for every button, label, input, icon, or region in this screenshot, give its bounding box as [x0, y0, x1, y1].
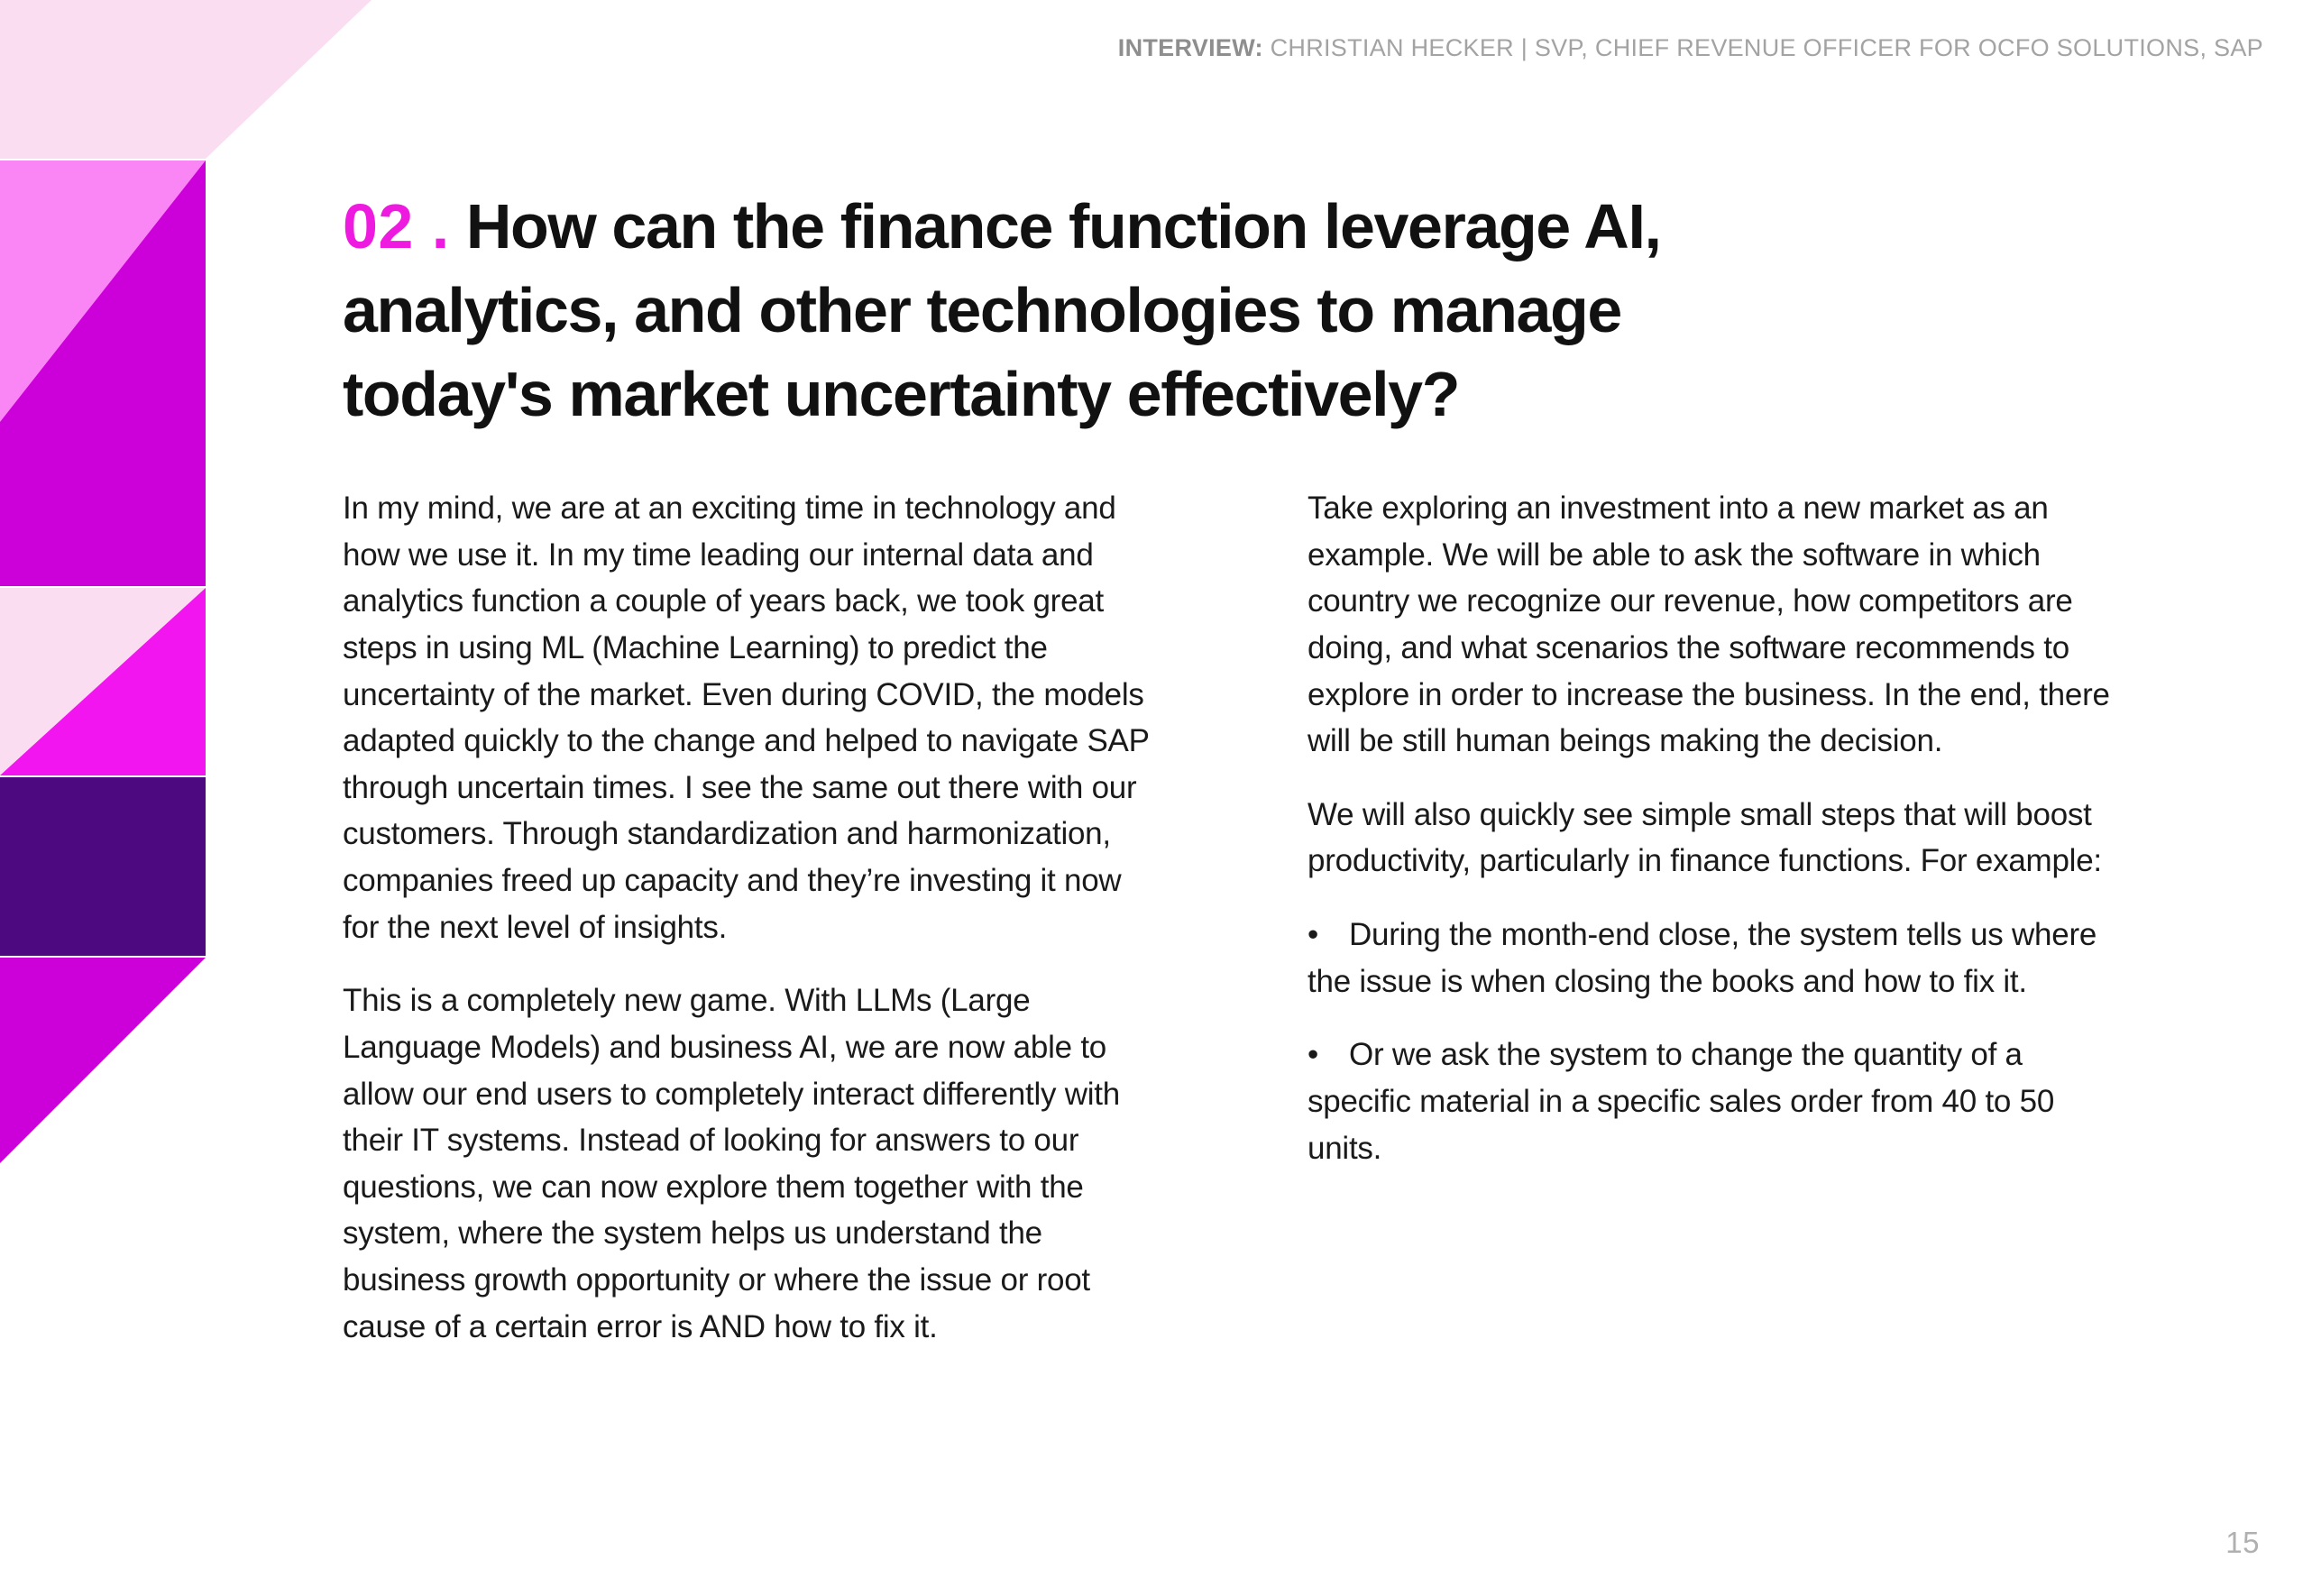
left-column — [343, 485, 1163, 1350]
deco-shape-pale-pink-rect — [0, 588, 206, 775]
left-paragraph-1: In my mind, we are at an exciting time in technology and how we use it. In my time leading our internal data and analytics function a couple of years back, we took great steps in using ML (Machine Learning) to predict the uncertainty of the market. Even during COVID, the models adapted quickly to the change and helped to navigate SAP through uncertain times. I see the same out there with our customers. Through standardization and harmonization, companies freed up capacity and they’re investing it now for the next level of insights. — [343, 491, 1150, 945]
header-label: INTERVIEW: — [1117, 34, 1263, 61]
page-title — [343, 185, 1840, 436]
left-paragraph-2: This is a completely new game. With LLMs (Large Language Models) and business AI, we are now able to allow our end users to completely interact differently with their IT systems. Instead of looking for answers to our questions, we can now explore them together with the system, where the system helps us understand the business growth opportunity or where the issue or root cause of a certain error is AND how to fix it. — [343, 983, 1120, 1344]
deco-shape-dark-purple-rect — [0, 777, 206, 956]
right-column — [1307, 485, 2128, 1350]
deco-shape-pale-trapezoid — [0, 0, 372, 159]
question-text: How can the finance function leverage AI, analytics, and other technologies to manage today's market uncertainty effectively? — [343, 191, 1661, 430]
running-header — [0, 34, 2303, 62]
page-number: 15 — [2225, 1526, 2260, 1559]
deco-shape-bright-magenta-triangle — [0, 588, 206, 775]
decorative-corner-graphic — [0, 0, 397, 1172]
deco-shape-magenta-triangle — [0, 161, 206, 586]
list-item-text: During the month-end close, the system tells us where the issue is when closing the books and how to fix it. — [1307, 917, 2097, 999]
header-subject: CHRISTIAN HECKER | SVP, CHIEF REVENUE OFFICER FOR OCFO SOLUTIONS, SAP — [1262, 34, 2263, 61]
list-item-text: Or we ask the system to change the quantity of a specific material in a specific sales order from 40 to 50 units. — [1307, 1037, 2055, 1166]
deco-shape-light-pink-rect — [0, 161, 206, 586]
right-paragraph-1: Take exploring an investment into a new market as an example. We will be able to ask the software in which country we recognize our revenue, how competitors are doing, and what scenarios the software recommends to explore in order to increase the business. In the end, there will be still human beings making the decision. — [1307, 491, 2110, 759]
body-columns — [343, 485, 2146, 1350]
list-item — [1307, 1032, 2128, 1171]
right-paragraph-2: We will also quickly see simple small steps that will boost productivity, particularly in finance functions. For example: — [1307, 796, 2102, 879]
deco-shape-magenta-taper — [0, 958, 206, 1163]
bullet-marker-icon: • — [1307, 1037, 1319, 1073]
list-item — [1307, 912, 2128, 1004]
question-number: 02 . — [343, 191, 450, 261]
bullet-marker-icon: • — [1307, 917, 1319, 952]
title-block — [343, 185, 1840, 436]
